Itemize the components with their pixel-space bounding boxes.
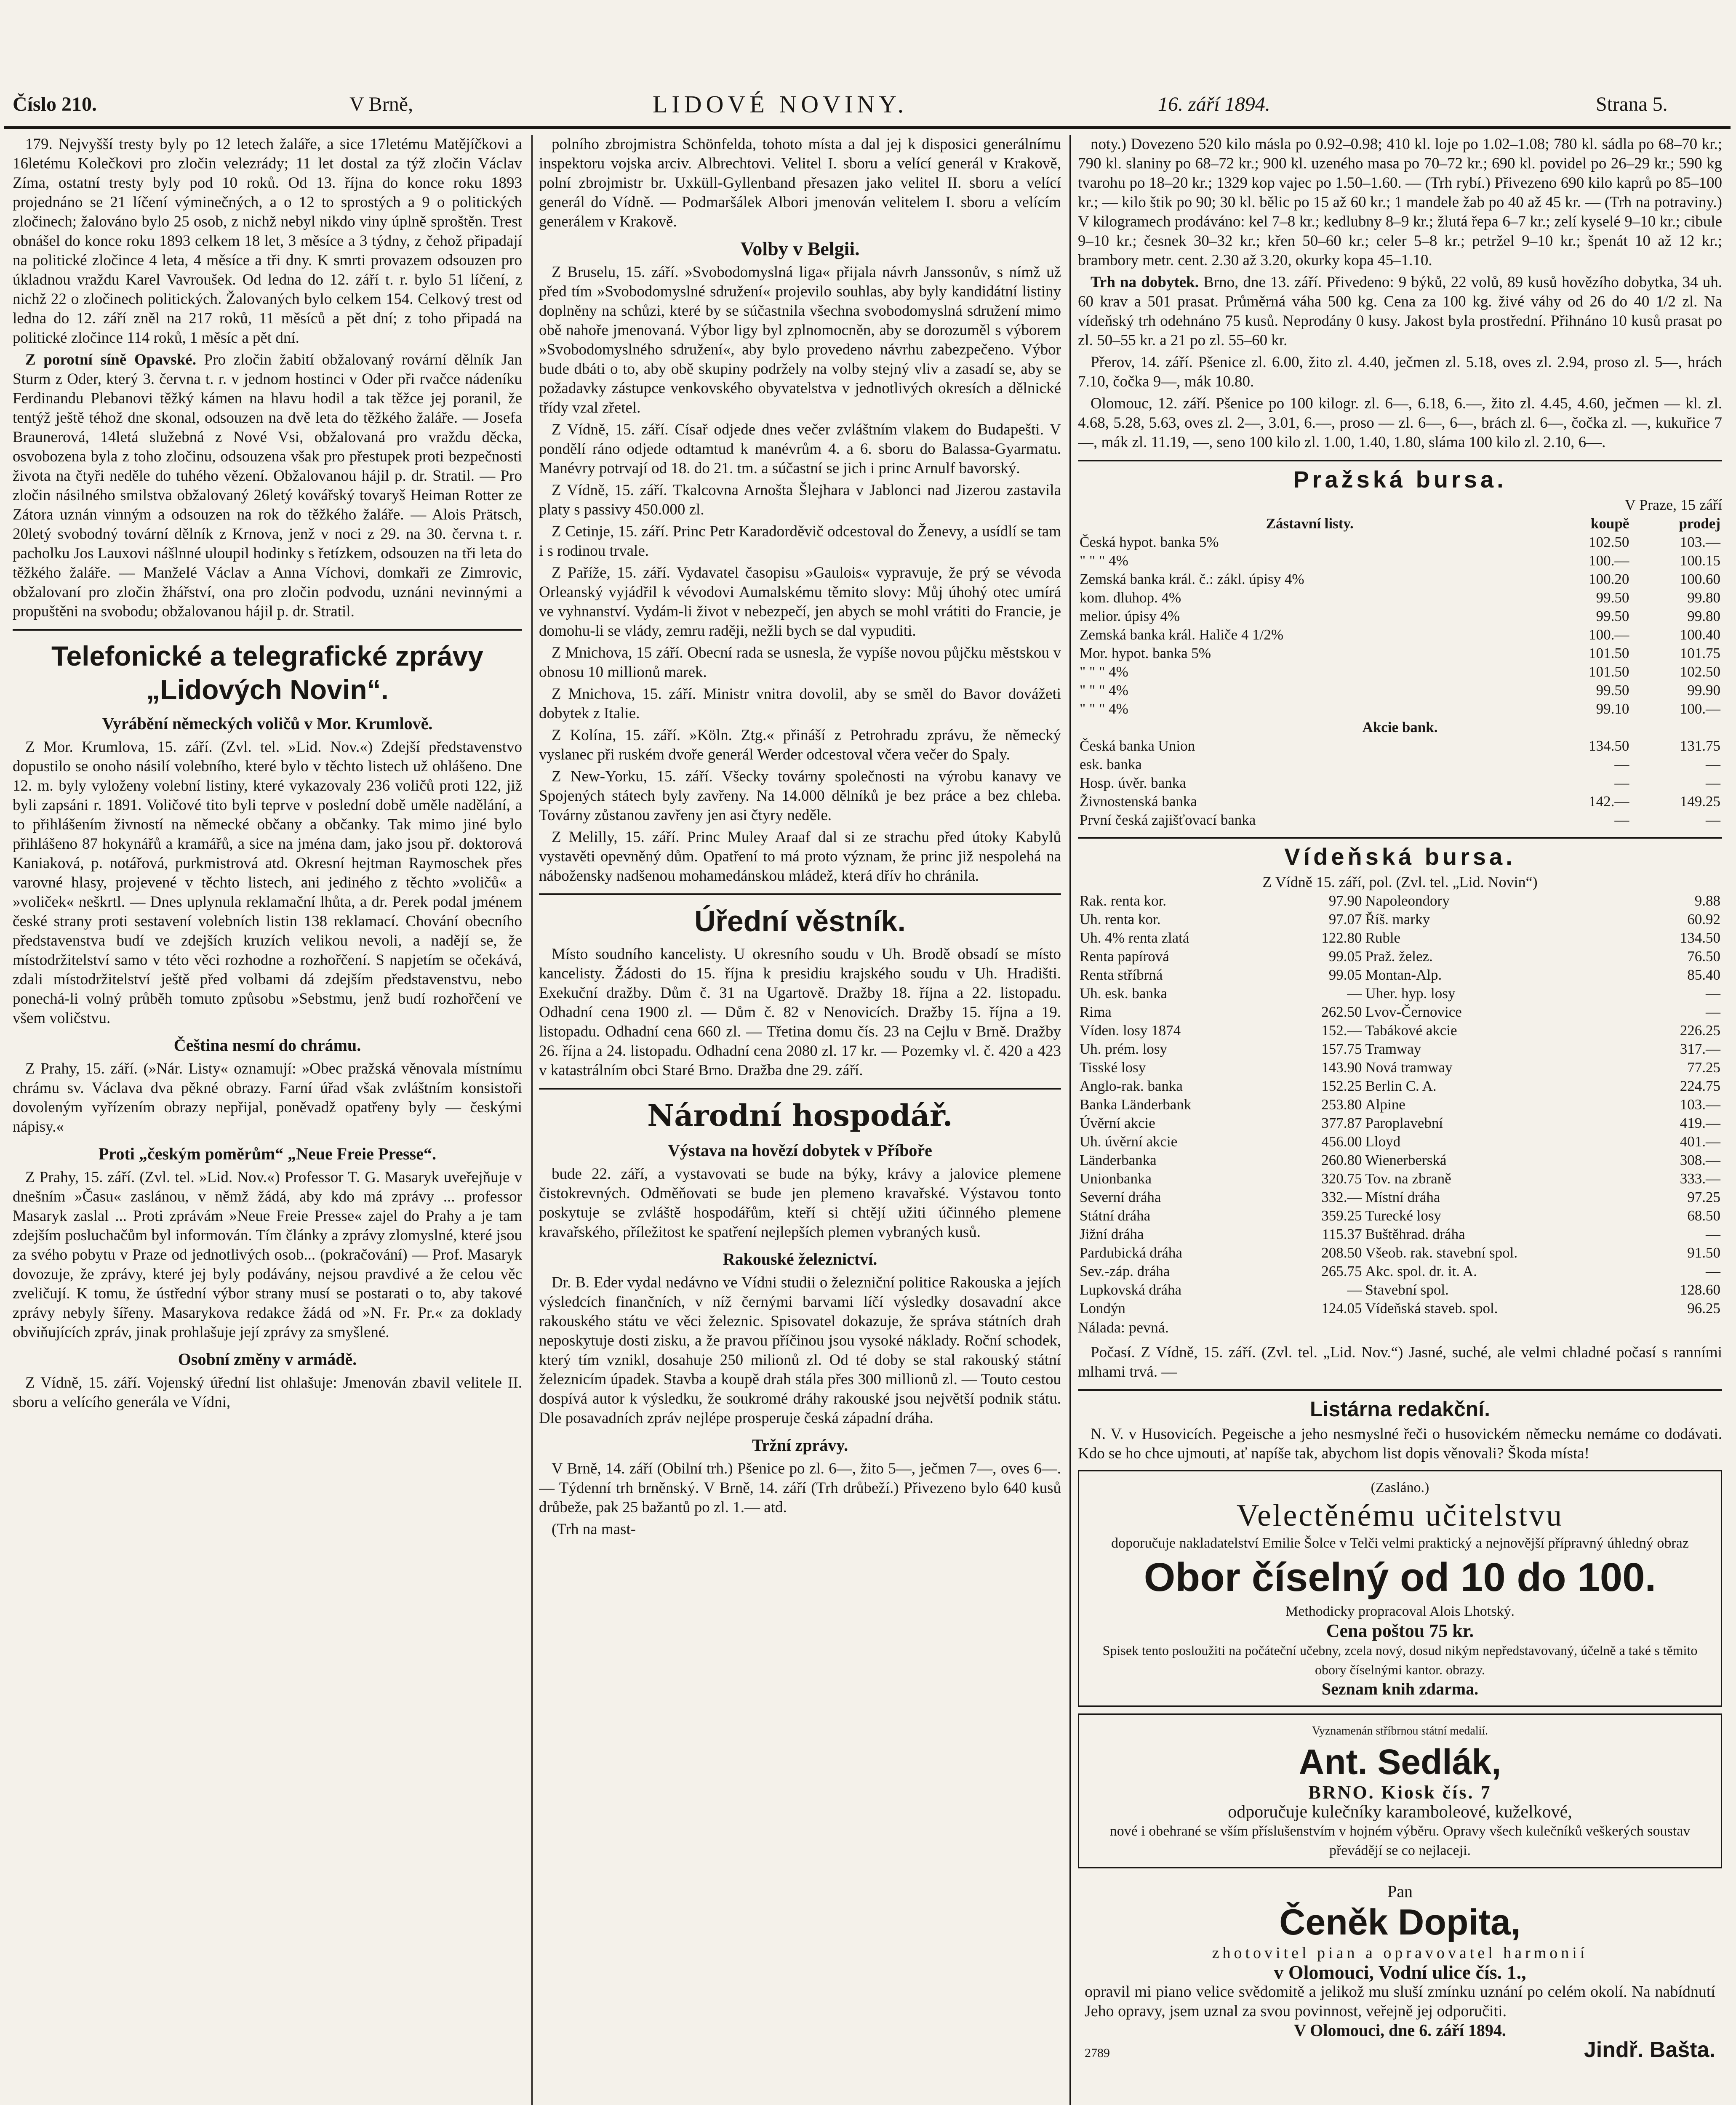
table-cell: " " " 4%	[1080, 682, 1128, 698]
table-cell: 99.90	[1687, 682, 1720, 698]
table-cell: Stavební spol.	[1365, 1282, 1449, 1298]
table-row	[1078, 644, 1722, 663]
table-row	[1078, 1021, 1722, 1040]
table-row	[1078, 1299, 1722, 1318]
table-cell: Nová tramway	[1365, 1059, 1453, 1076]
table-cell: Länderbanka	[1080, 1152, 1157, 1168]
article-text: bude 22. září, a vystavovati se bude na býky, krávy a jalovice plemene čistokrevných. Odměňovati se bude jen plemeno kravařské. Výstavou tonto poskytuje se zvláště hospodářům, kteří si chtějí užiti účinného plemene kravařského, příležitost ke spatření nejlepších plemen vybraných kusů.	[539, 1165, 1061, 1241]
article-text: Z Mor. Krumlova, 15. září. (Zvl. tel. »Lid. Nov.«) Zdejší představenstvo dopustilo se onoho násilí volebního, které bylo v těchto listech už ohlášeno. Dne 12. m. byly vyloženy volební listiny, které vykazovaly 236 voličů proti 122, již byli zapsáni r. 1891. Voličové tito byli teprve v poslední době uměle nadělání, a to přihlášením živností na německé občany a občanky. Tak mimo jiné bylo přihlášeno 87 hokynářů a kramářů, a sice na jména dam, jako jsou př. doktorová Kaniaková, p. notářová, purkmistrová atd. Okresní hejtman Raymoschek přes varovné hlasy, projevené v těchto listech, ani jediného z těchto »voličů« a »voliček« neškrtl. — Dnes uplynula reklamační lhůta, a dr. Perek podal jménem české strany proti sestavení volebních listin 138 reklamací. Chování obecního představenstva budí ve zdejších kruzích velikou nevoli, a nadějí se, že místodržitelství samo v této věci rozhodne a rozhořčení. S napjetím se očekává, zdali místodržitelství ještě před volbami dá zdejším představenstvu, nebo ponechá-li volný průběh tomuto způsobu »Sebstmu, jenž budí rozhořčení ve všem voličstvu.	[13, 738, 522, 1027]
table-row	[1078, 892, 1722, 910]
article-title: Vyrábění německých voličů v Mor. Krumlově.	[102, 714, 433, 733]
table-cell: Jižní dráha	[1080, 1226, 1144, 1242]
table-cell: 152.—	[1321, 1022, 1362, 1039]
table-cell: Tov. na zbraně	[1365, 1170, 1451, 1187]
table-cell: 76.50	[1687, 948, 1720, 965]
table-cell: 100.—	[1680, 701, 1720, 717]
table-row	[1078, 1095, 1722, 1114]
article-text: Brno, dne 13. září. Přivedeno: 9 býků, 22 volů, 89 kusů hovězího dobytka, 34 uh. 60 krav a 501 prasat. Průměrná váha 500 kg. Cena za 100 kg. živé váhy od 26 do 40 1/2 zl. Na vídeňský trh odehnáno 75 kusů. Neprodány 0 kusy. Jakost byla prostřední. Přihnáno 10 kusů prasat po zl. 50–55 kr. a 21 po zl. 55–60 kr.	[1078, 274, 1722, 349]
section-title-listarna: Listárna redakční.	[1310, 1397, 1490, 1421]
article-text: V Brně, 14. září (Obilní trh.) Pšenice po zl. 6—, žito 5—, ječmen 7—, oves 6—. — Týdenní trh brněnský. V Brně, 14. září (Trh drůbeží.) Přivezeno bylo 640 kusů drůbeže, pak 25 bažantů po zl. 1.— atd.	[539, 1460, 1061, 1516]
table-cell: 128.60	[1680, 1282, 1720, 1298]
table-cell: —	[1614, 775, 1629, 791]
table-row	[1078, 755, 1722, 774]
article-text: Z Vídně, 15. září. Vojenský úřední list ohlašuje: Jmenován zbavil velitele II. sboru a velícího generála ve Vídni,	[13, 1374, 522, 1411]
table-cell: Uh. úvěrní akcie	[1080, 1133, 1178, 1150]
table-cell: 99.80	[1687, 608, 1720, 624]
table-cell: Tramway	[1365, 1041, 1421, 1057]
table-cell: 332.—	[1321, 1189, 1362, 1205]
table-cell: Lvov-Černovice	[1365, 1004, 1462, 1020]
ad-text: nové i obehrané se vším příslušenstvím v hojném výběru. Opravy všech kulečníků veškerých soustav převádějí se co nejlaceji.	[1109, 1823, 1691, 1858]
ad-name: Čeněk Dopita,	[1279, 1902, 1521, 1942]
table-cell: 9.88	[1694, 893, 1720, 909]
table-row	[1078, 1281, 1722, 1299]
column-3	[1078, 135, 1722, 2105]
table-cell: 333.—	[1680, 1170, 1720, 1187]
table-cell: Všeob. rak. stavební spol.	[1365, 1244, 1518, 1261]
table-cell: 99.50	[1596, 682, 1629, 698]
article-text: noty.) Dovezeno 520 kilo másla po 0.92–0.98; 410 kl. loje po 1.02–1.08; 780 kl. sádla po 68–70 kr.; 790 kl. slaniny po 68–72 kr.; 900 kl. uzeného masa po 70–72 kr.; 690 kl. povidel po 26–29 kr.; 590 kg tvarohu po 18–20 kr.; 1329 kop vajec po 1.50–1.60. — (Trh rybí.) Přivezeno 690 kilo kaprů po 85–100 kr.; — kilo štik po 90; 30 kl. bělic po 15 až 60 kr.; 1 mandele žab po 40 až 45 kr. — (Trh na potraviny.) V kilogramech prodáváno: kel 7–8 kr.; kedlubny 8–9 kr.; žlutá řepa 6–7 kr.; zelí kyselé 9–10 kr.; cibule 9–10 kr.; česnek 30–32 kr.; křen 50–60 kr.; celer 5–8 kr.; petržel 9–10 kr.; špenát 10 až 12 kr.; brambory metr. cent. 2.30 až 3.20, okurky kopa 45–1.10.	[1078, 136, 1722, 269]
table-cell: 101.75	[1680, 645, 1720, 661]
table-cell: Turecké losy	[1365, 1207, 1441, 1224]
ad-label: Vyznamenán stříbrnou státní medalií.	[1312, 1724, 1488, 1737]
table-header: Zástavní listy.	[1266, 515, 1354, 532]
table-cell: —	[1706, 812, 1720, 828]
table-cell: 96.25	[1687, 1300, 1720, 1316]
news-item: Z Vídně, 15. září. Tkalcovna Arnošta Šlejhara v Jablonci nad Jizerou zastavila platy s passivy 450.000 zl.	[539, 482, 1061, 518]
table-row	[1078, 774, 1722, 792]
table-cell: Uh. esk. banka	[1080, 985, 1168, 1002]
table-cell: 419.—	[1680, 1115, 1720, 1131]
table-cell: —	[1706, 1226, 1720, 1242]
table-cell: Anglo-rak. banka	[1080, 1078, 1183, 1094]
article-heading: Z porotní síně Opavské.	[25, 351, 196, 368]
article-text: Z Prahy, 15. září. (Zvl. tel. »Lid. Nov.«) Professor T. G. Masaryk uveřejňuje v dnešním »Času« zaslánou, v němž žádá, aby kdo má zprávy ... professor Masaryk zaslal ... Proti zprávám »Neue Freie Presse« zajel do Prahy a je tam zdejším posluchačům byl informován. Tím články a zprávy zlomyslné, které jsou za svého pobytu v Praze od jednotlivých osob... (pokračování) — Prof. Masaryk dovozuje, že zprávy, které jej byly podávány, nejsou pravdivé a že celou věc zveličují. K tomu, že ústřední výbor strany musí se postarati o to, aby takové zprávy nebyly šířeny. Masarykova redakce žádá od »N. Fr. Pr.« za doklady obviňujících zpráv, jinak prohlašuje její zprávy za smyšlené.	[13, 1169, 522, 1341]
viden-bursa-table	[1078, 892, 1722, 1318]
table-cell: 97.90	[1328, 893, 1362, 909]
section-rule	[539, 893, 1061, 895]
table-cell: 99.05	[1328, 967, 1362, 983]
table-cell: 320.75	[1321, 1170, 1362, 1187]
news-item: Z Melilly, 15. září. Princ Muley Araaf dal si ze strachu před útoky Kabylů vystavěti opevněný dům. Opatření to má proto význam, že princ již nespolehá na nábožensky nadšenou mohamedánskou mládež, která dřív ho chránila.	[539, 829, 1061, 885]
table-row	[1078, 570, 1722, 589]
table-cell: 102.50	[1680, 663, 1720, 680]
advertisement-dopita	[1078, 1875, 1722, 2070]
table-cell: Česká hypot. banka 5%	[1080, 534, 1219, 550]
ad-date: V Olomouci, dne 6. září 1894.	[1294, 2021, 1506, 2040]
table-cell: 131.75	[1680, 738, 1720, 754]
table-cell: Zemská banka král. Haliče 4 1/2%	[1080, 626, 1283, 643]
table-cell: 68.50	[1687, 1207, 1720, 1224]
article-heading: Trh na dobytek.	[1091, 274, 1199, 291]
table-cell: 122.80	[1321, 930, 1362, 946]
table-cell: 308.—	[1680, 1152, 1720, 1168]
news-item: Z Vídně, 15. září. Císař odjede dnes večer zvláštním vlakem do Budapešti. V pondělí ráno odjede odtamtud k manévrům 4. a 6. sboru do Balassa-Gyarmatu. Manévry potrvají od 18. do 21. tm. a súčastní se jich i princ Arnulf bavorský.	[539, 421, 1061, 477]
table-cell: 60.92	[1687, 911, 1720, 927]
article-text: Dr. B. Eder vydal nedávno ve Vídni studii o železniční politice Rakouska a jejích výsledcích finančních, v níž černými barvami líčí výsledky dosavadní akce rakouského státu ve věci železnic. Spisovatel dokazuje, že správa státních drah neposkytuje dosti zisku, a že pravou příčinou jsou vysoké náklady. Roční schodek, který tím vznikl, dosahuje 250 milionů zl. Od té doby se stal rakouský státní železnicím úpadek. Stavba a koupě drah stála přes 300 millionů zl. — Touto cestou dospívá autor k výsledku, že soukromé dráhy rakouské jsou největší podnik státu. Dle posavadních zpráv nejlépe prosperuje česká západní dráha.	[539, 1274, 1061, 1427]
ad-text: Spisek tento posloužiti na počáteční učebny, zcela nový, dosud nikým nepředstavovaný, účelně a také s těmito obory číselnými kantor. obrazy.	[1102, 1643, 1698, 1677]
ad-place: v Olomouci, Vodní ulice čís. 1.,	[1274, 1961, 1526, 1983]
article-text: N. V. v Husovicích. Pegeische a jeho nesmyslné řeči o husovickém německu nemáme co dodávati. Kdo se ho chce ujmouti, ať napíše tak, abychom list dopis věnovali? Škoda místa!	[1078, 1426, 1722, 1462]
table-cell: Sev.-záp. dráha	[1080, 1263, 1170, 1279]
ad-prefix: (Zasláno.)	[1371, 1480, 1429, 1495]
table-cell: Víden. losy 1874	[1080, 1022, 1181, 1039]
ad-sub: zhotovitel pian a opravovatel harmonií	[1212, 1944, 1588, 1962]
praha-rows	[1078, 533, 1722, 718]
table-row	[1078, 929, 1722, 947]
table-header-row	[1078, 514, 1722, 533]
table-cell: 100.40	[1680, 626, 1720, 643]
table-cell: 224.75	[1680, 1078, 1720, 1094]
table-cell: —	[1706, 756, 1720, 773]
ad-signature: Jindř. Bašta.	[1584, 2038, 1715, 2062]
header-rule	[4, 126, 1731, 129]
table-row	[1078, 947, 1722, 966]
news-item: Z Mnichova, 15 září. Obecní rada se usnesla, že vypíše novou půjčku městskou v obnosu 10 millionů marek.	[539, 644, 1061, 681]
table-cell: Rak. renta kor.	[1080, 893, 1167, 909]
masthead: LIDOVÉ NOVINY.	[653, 91, 908, 118]
column-2	[539, 135, 1061, 2105]
section-rule	[1078, 1389, 1722, 1391]
table-cell: —	[1706, 1004, 1720, 1020]
article-text: Z Prahy, 15. září. (»Nár. Listy« oznamují: »Obec pražská věnovala místnímu chrámu sv. Václava dva pěkné obrazy. Farní úřad však zvláštním konsistoři dovoleným vyřízením obrazy nepřijal, poněvadž opatřeny byly — českými nápisy.«	[13, 1060, 522, 1135]
table-cell: Ruble	[1365, 930, 1401, 946]
table-row	[1078, 966, 1722, 984]
table-subheader: Akcie bank.	[1362, 719, 1438, 735]
ad-author: Methodicky propracoval Alois Lhotský.	[1285, 1604, 1515, 1619]
table-row	[1078, 663, 1722, 681]
article-title: Tržní zprávy.	[752, 1436, 848, 1455]
table-cell: 115.37	[1322, 1226, 1362, 1242]
table-cell: 100.—	[1589, 552, 1629, 569]
column-divider-1	[531, 135, 533, 2105]
table-cell: Uher. hyp. losy	[1365, 985, 1456, 1002]
table-cell: Renta stříbrná	[1080, 967, 1163, 983]
table-row	[1078, 1003, 1722, 1021]
table-cell: Montan-Alp.	[1365, 967, 1442, 983]
table-cell: Paroplavební	[1365, 1115, 1443, 1131]
table-row	[1078, 607, 1722, 626]
section-title-telegraph: Telefonické a telegrafické zprávy „Lidových Novin“.	[51, 640, 483, 705]
table-cell: Vídeňská staveb. spol.	[1365, 1300, 1498, 1316]
table-cell: 100.—	[1589, 626, 1629, 643]
article-title: Čeština nesmí do chrámu.	[173, 1036, 361, 1055]
table-cell: —	[1706, 775, 1720, 791]
table-cell: Tisské losy	[1080, 1059, 1146, 1076]
table-row	[1078, 1151, 1722, 1170]
table-header: prodej	[1679, 515, 1720, 532]
table-cell: 134.50	[1680, 930, 1720, 946]
article-title: Rakouské železnictví.	[723, 1250, 877, 1268]
table-cell: Severní dráha	[1080, 1189, 1161, 1205]
table-row	[1078, 811, 1722, 829]
table-cell: 101.50	[1589, 645, 1629, 661]
table-cell: Pardubická dráha	[1080, 1244, 1182, 1261]
table-cell: 143.90	[1321, 1059, 1362, 1076]
table-cell: 253.80	[1321, 1096, 1362, 1113]
article-text: Z Bruselu, 15. září. »Svobodomyslná liga« přijala návrh Janssonův, s nímž už před tím »Svobodomyslné sdružení« projevilo souhlas, aby byly kandidátní listiny doplněny na schůzi, které by se súčastnila všechna svobodomyslná sdružení mimo obě nahoře jmenovaná. Výbor ligy byl zplnomocněn, aby se dorozuměl s výborem »Svobodomyslného sdružení«, aby bylo provedeno návrhu zabezpečeno. Výbor bude dbáti o to, aby obě skupiny podržely na volby stejný vliv a zasadí se, aby se požadavky zástupce venkovského obyvatelstva v jednotlivých okresích a dělnické třídy vzal zřetel.	[539, 264, 1061, 416]
section-title-uredni: Úřední věstník.	[694, 905, 906, 938]
table-cell: 208.50	[1321, 1244, 1362, 1261]
table-cell: —	[1614, 756, 1629, 773]
table-cell: 85.40	[1687, 967, 1720, 983]
ad-headline: Velectěnému učitelstvu	[1236, 1498, 1564, 1533]
table-cell: 152.25	[1321, 1078, 1362, 1094]
section-rule	[1078, 837, 1722, 839]
table-cell: Unionbanka	[1080, 1170, 1152, 1187]
ad-name: Ant. Sedlák,	[1299, 1742, 1501, 1782]
table-cell: 100.60	[1680, 571, 1720, 587]
table-cell: 77.25	[1687, 1059, 1720, 1076]
table-cell: 99.50	[1596, 589, 1629, 606]
table-cell: Živnostenská banka	[1080, 793, 1197, 810]
table-row	[1078, 1058, 1722, 1077]
table-cell: kom. dluhop. 4%	[1080, 589, 1181, 606]
section-title-viden: Vídeňská bursa.	[1284, 843, 1516, 870]
table-cell: " " " 4%	[1080, 701, 1128, 717]
table-cell: Lupkovská dráha	[1080, 1282, 1182, 1298]
table-cell: Rima	[1080, 1004, 1112, 1020]
table-row	[1078, 626, 1722, 644]
table-cell: Hosp. úvěr. banka	[1080, 775, 1186, 791]
table-cell: 134.50	[1589, 738, 1629, 754]
column-1	[13, 135, 522, 2105]
table-cell: 100.20	[1589, 571, 1629, 587]
table-cell: 260.80	[1321, 1152, 1362, 1168]
article-text: Místo soudního kancelisty. U okresního soudu v Uh. Brodě obsadí se místo kancelisty. Žádosti do 15. října k presidiu krajského soudu v Uh. Hradišti. Exekuční dražby. Dům č. 31 na Ugartově. Dražby 18. října a 22. listopadu. Odhadní cena 1900 zl. — Dům č. 82 v Nenovicích. Dražby 15. října a 19. listopadu. Odhadní cena 660 zl. — Třetina domu čís. 23 na Cejlu v Brně. Dražby 26. října a 24. listopadu. Odhadní cena 2080 zl. 17 kr. — Pozemky vl. č. 420 a 423 v katastrálním obci Staré Brno. Dražba dne 29. září.	[539, 946, 1061, 1079]
table-cell: Česká banka Union	[1080, 738, 1195, 754]
table-cell: 265.75	[1321, 1263, 1362, 1279]
bursa-note: Nálada: pevná.	[1078, 1319, 1169, 1336]
article-text: (Trh na mast-	[552, 1521, 636, 1538]
table-cell: Napoleondory	[1365, 893, 1450, 909]
article-title: Výstava na hovězí dobytek v Příboře	[668, 1141, 932, 1160]
ad-price: Cena poštou 75 kr.	[1326, 1620, 1474, 1641]
table-row	[1078, 1207, 1722, 1225]
bursa-subtitle: Z Vídně 15. září, pol. (Zvl. tel. „Lid. Novin“)	[1262, 874, 1538, 890]
ad-pan: Pan	[1387, 1882, 1413, 1901]
article-text: Olomouc, 12. září. Pšenice po 100 kilogr. zl. 6—, 6.18, 6.—, žito zl. 4.45, 4.60, ječmen — kl. zl. 4.68, 5.28, 5.63, oves zl. 2—, 3.01, 6.—, proso — zl. 6—, 6—, brách zl. 6—, čočka zl. —, kukuřice 7—, mák zl. 11.19, —, seno 100 kilo zl. 1.00, 1.40, 1.80, sláma 100 kilo zl. 2.10, 6—.	[1078, 395, 1722, 451]
table-cell: Akc. spol. dr. it. A.	[1365, 1263, 1477, 1279]
section-title-praha: Pražská bursa.	[1293, 466, 1507, 493]
section-title-hospodar: Národní hospodář.	[647, 1098, 953, 1133]
table-subheader-row	[1078, 718, 1722, 737]
table-row	[1078, 1262, 1722, 1281]
table-cell: Lloyd	[1365, 1133, 1401, 1150]
article-title: Volby v Belgii.	[740, 238, 860, 259]
table-cell: 99.10	[1596, 701, 1629, 717]
viden-rows	[1078, 892, 1722, 1318]
table-cell: Praž. želez.	[1365, 948, 1433, 965]
table-row	[1078, 792, 1722, 811]
praha-bursa-table	[1078, 514, 1722, 829]
table-cell: 102.50	[1589, 534, 1629, 550]
table-row	[1078, 552, 1722, 570]
table-cell: Státní dráha	[1080, 1207, 1151, 1224]
section-rule	[539, 1088, 1061, 1090]
issue-date: 16. září 1894.	[1158, 93, 1270, 115]
table-cell: 142.—	[1589, 793, 1629, 810]
table-cell: 456.00	[1321, 1133, 1362, 1150]
news-item: Z Cetinje, 15. září. Princ Petr Karadorděvič odcestoval do Ženevy, a usídlí se tam i s rodinou trvale.	[539, 523, 1061, 560]
table-cell: 262.50	[1321, 1004, 1362, 1020]
bursa-date: V Praze, 15 září	[1624, 496, 1722, 513]
table-cell: 97.25	[1687, 1189, 1720, 1205]
article-text: Pro zločin žabití obžalovaný rovární dělník Jan Sturm z Oder, který 3. června t. r. v jednom hostinci v Oder při rvačce nádeníku Ferdinandu Plebanovi těžký kámen na hlavu hodil a tak těžce jej poranil, že tentýž ještě téhož dne skonal, odsouzen na dvě leta do těžkého žaláře. — Josefa Braunerová, 14letá služebná z Nové Vsi, obžalovaná pro vraždu děcka, osvobozena byla z toho zločinu, odsouzena však pro přestupek proti bezpečnosti života na čtyři neděle do tuhého vězení. Obžalovanou hájil p. dr. Stratil. — Pro zločin násilného smilstva obžalovaný 26letý kovářský tovaryš Heiman Rotter ze Zátora uznán vinným a odsouzen na rok do těžkého žaláře. — Alois Prätsch, 20letý svobodný tovární dělník z Krnova, jenž v noci z 29. na 30. června t. r. pacholku Jos Lauxovi nášlnné uloupil hodinky s řetízkem, odsouzen na tři leta do těžkého žaláře. — Manželé Václav a Anna Víchovi, domkaři ze Zimrovic, obžalovaní pro zločin žhářství, ona pro zločin podvodu, uznáni nevinnými a propuštěni na svobodu; obžalovanou hájil p. dr. Stratil.	[13, 351, 522, 620]
table-cell: Říš. marky	[1365, 911, 1430, 927]
table-row	[1078, 1077, 1722, 1095]
table-cell: —	[1706, 985, 1720, 1002]
article-title: Proti „českým poměrům“ „Neue Freie Presse“.	[98, 1144, 436, 1163]
table-cell: Uh. 4% renta zlatá	[1080, 930, 1189, 946]
table-cell: —	[1347, 985, 1362, 1002]
article-text: Přerov, 14. září. Pšenice zl. 6.00, žito zl. 4.40, ječmen zl. 5.18, oves zl. 2.94, proso zl. 5—, hrách 7.10, čočka 9—, mák 10.80.	[1078, 354, 1722, 390]
table-cell: 401.—	[1680, 1133, 1720, 1150]
table-cell: Uh. prém. losy	[1080, 1041, 1168, 1057]
table-cell: Tabákové akcie	[1365, 1022, 1457, 1039]
table-cell: 377.87	[1321, 1115, 1362, 1131]
table-cell: Alpine	[1365, 1096, 1405, 1113]
table-cell: Mor. hypot. banka 5%	[1080, 645, 1211, 661]
table-cell: Uh. renta kor.	[1080, 911, 1161, 927]
table-header: koupě	[1590, 515, 1629, 532]
advertisement-sedlak	[1078, 1713, 1722, 1868]
weather-text: Počasí. Z Vídně, 15. září. (Zvl. tel. „Lid. Nov.“) Jasné, suché, ale velmi chladné počasí s ranními mlhami trvá. —	[1078, 1344, 1722, 1380]
ad-footer: Seznam knih zdarma.	[1321, 1679, 1479, 1698]
section-rule	[13, 629, 522, 631]
table-cell: —	[1347, 1282, 1362, 1298]
table-cell: —	[1706, 1263, 1720, 1279]
table-cell: 103.—	[1680, 1096, 1720, 1113]
table-row	[1078, 1040, 1722, 1058]
table-row	[1078, 1132, 1722, 1151]
table-cell: 100.15	[1680, 552, 1720, 569]
section-rule	[1078, 460, 1722, 461]
issue-number: Číslo 210.	[13, 93, 97, 115]
article-title: Osobní změny v armádě.	[178, 1350, 357, 1369]
table-cell: " " " 4%	[1080, 552, 1128, 569]
table-cell: Místní dráha	[1365, 1189, 1440, 1205]
ad-address: BRNO. Kiosk čís. 7	[1308, 1782, 1492, 1803]
article-text: polního zbrojmistra Schönfelda, tohoto místa a dal jej k disposici generálnímu inspektoru vojska arciv. Albrechtovi. Velitel I. sboru a velící generál v Krakově, polní zbrojmistr br. Uxküll-Gyllenband přesazen jako velitel II. sboru a velící generál do Vídně. — Podmaršálek Albori jmenován velitelem I. sboru a velícím generálem v Krakově.	[539, 136, 1061, 230]
article-intro-text: 179. Nejvyšší tresty byly po 12 letech žaláře, a sice 17letému Matějíčkovi a 16letému Kolečkovi pro zločin velezrády; 11 let dostal za týž zločin Václav Zíma, ostatní tresty byly pod 10 roků. Od 13. října do konce roku 1893 projednáno se 21 líčení výminečných, a o 12 to sprostých a 9 o politických zločinech; žalováno bylo 25 osob, z nichž nebyl nikdo viny úplně sproštěn. Trest obnášel do konce roku 1893 celkem 18 let, 3 měsíce a 3 týdny, z čehož připadají na politické zločince 4 leta, 4 měsíce a tři dny. K smrti provazem odsouzen pro úkladnou vraždu Karel Vavroušek. Od ledna do 12. září t. r. bylo 51 líčení, z nichž 22 o zločinech politických. Žalovaných bylo celkem 154. Celkový trest od ledna do 12. září zněl na 217 roků, 11 měsíců a pět dní; z toho připadá na politické zločince 114 roků, 1 měsíc a pět dní.	[13, 136, 522, 346]
table-cell: " " " 4%	[1080, 663, 1128, 680]
table-cell: 101.50	[1589, 663, 1629, 680]
news-item: Z Kolína, 15. září. »Köln. Ztg.« přináší z Petrohradu zprávu, že německý vyslanec při ruském dvoře generál Werder odcestoval včera večer do Spaly.	[539, 727, 1061, 763]
table-cell: —	[1614, 812, 1629, 828]
table-row	[1078, 533, 1722, 552]
advertisement-obor	[1078, 1470, 1722, 1707]
table-row	[1078, 681, 1722, 700]
page-header	[13, 88, 1722, 126]
table-cell: 359.25	[1321, 1207, 1362, 1224]
table-cell: Renta papírová	[1080, 948, 1169, 965]
table-row	[1078, 1170, 1722, 1188]
table-cell: 226.25	[1680, 1022, 1720, 1039]
table-cell: Londýn	[1080, 1300, 1125, 1316]
table-cell: 99.05	[1328, 948, 1362, 965]
table-cell: Zemská banka král. č.: zákl. úpisy 4%	[1080, 571, 1304, 587]
table-cell: První česká zajišťovací banka	[1080, 812, 1256, 828]
table-cell: melior. úpisy 4%	[1080, 608, 1180, 624]
table-row	[1078, 1244, 1722, 1262]
table-cell: 124.05	[1321, 1300, 1362, 1316]
ad-text: doporučuje nakladatelství Emilie Šolce v Telči velmi praktický a nejnovější přípravný úhledný obraz	[1111, 1535, 1689, 1551]
table-cell: Úvěrní akcie	[1080, 1115, 1155, 1131]
table-cell: 99.80	[1687, 589, 1720, 606]
table-cell: 317.—	[1680, 1041, 1720, 1057]
table-row	[1078, 1225, 1722, 1244]
table-cell: esk. banka	[1080, 756, 1142, 773]
table-cell: 97.07	[1328, 911, 1362, 927]
column-divider-2	[1069, 135, 1071, 2105]
table-cell: 91.50	[1687, 1244, 1720, 1261]
table-row	[1078, 700, 1722, 718]
table-row	[1078, 910, 1722, 929]
news-item: Z Mnichova, 15. září. Ministr vnitra dovolil, aby se směl do Bavor dovážeti dobytek z Italie.	[539, 685, 1061, 722]
table-row	[1078, 1188, 1722, 1207]
table-cell: 157.75	[1321, 1041, 1362, 1057]
city: V Brně,	[349, 93, 413, 115]
table-cell: Wienerberská	[1365, 1152, 1447, 1168]
table-row	[1078, 984, 1722, 1003]
table-cell: 103.—	[1680, 534, 1720, 550]
table-cell: Banka Länderbank	[1080, 1096, 1192, 1113]
page-code: 2789	[1085, 2046, 1110, 2060]
akcie-rows	[1078, 737, 1722, 829]
ad-title: Obor číselný od 10 do 100.	[1144, 1555, 1656, 1600]
news-item: Z Paříže, 15. září. Vydavatel časopisu »Gaulois« vypravuje, že prý se vévoda Orleanský vyjádřil k vévodovi Aumalskému těmito slovy: Můj úhohý otec umírá ve vyhnanství. Vydám-li život v nebezpečí, jen abych se mohl vrátiti do Francie, je domohu-li se vlády, zemru raději, nežli bych se dal vypuditi.	[539, 564, 1061, 639]
news-item: Z New-Yorku, 15. září. Všecky továrny společnosti na výrobu kanavy ve Spojených státech byly zavřeny. Na 14.000 dělníků je bez práce a bez chleba. Továrny zůstanou zavřeny jen asi čtyry neděle.	[539, 768, 1061, 824]
ad-text: opravil mi piano velice svědomitě a jelikož mu sluší zmínku uznání po celém okolí. Na nabídnutí Jeho opravy, jsem uznal za svou povinnost, veřejně jej odporučiti.	[1085, 1983, 1715, 2020]
page-number: Strana 5.	[1596, 93, 1668, 115]
table-cell: 149.25	[1680, 793, 1720, 810]
table-row	[1078, 737, 1722, 755]
table-cell: 99.50	[1596, 608, 1629, 624]
table-row	[1078, 1114, 1722, 1132]
ad-desc: odporučuje kulečníky karamboleové, kuželkové,	[1228, 1802, 1572, 1822]
table-cell: Berlin C. A.	[1365, 1078, 1437, 1094]
table-cell: Buštěhrad. dráha	[1365, 1226, 1465, 1242]
table-row	[1078, 589, 1722, 607]
